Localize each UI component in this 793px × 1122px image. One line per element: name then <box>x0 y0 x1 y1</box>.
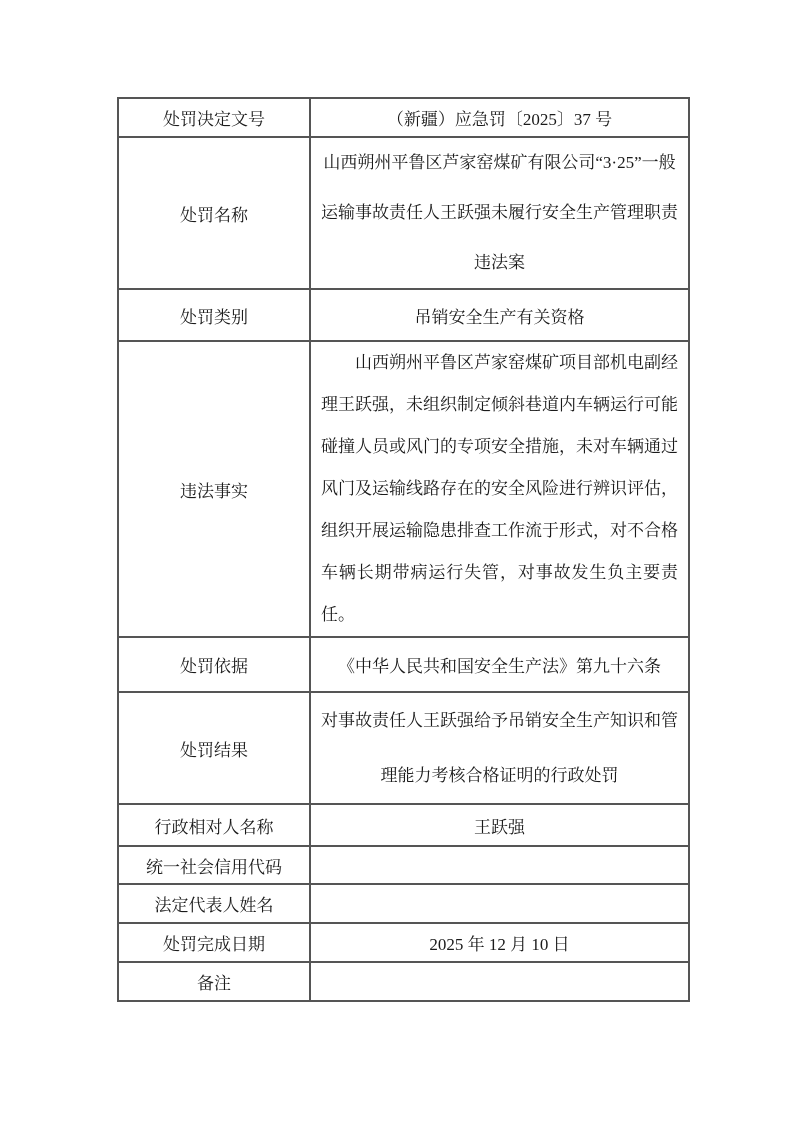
row-value: 山西朔州平鲁区芦家窑煤矿项目部机电副经理王跃强，未组织制定倾斜巷道内车辆运行可能碰撞人员或风门的专项安全措施，未对车辆通过风门及运输线路存在的安全风险进行辨识评估，组织开展运输隐患排查工作流于形式，对不合格车辆长期带病运行失管，对事故发生负主要责任。 <box>310 341 689 637</box>
row-value <box>310 962 689 1001</box>
table-row <box>118 289 689 341</box>
row-label: 处罚名称 <box>118 137 310 289</box>
table-row <box>118 137 689 289</box>
row-value <box>310 884 689 923</box>
table-row <box>118 98 689 137</box>
row-label: 统一社会信用代码 <box>118 846 310 884</box>
table-row <box>118 341 689 637</box>
row-value: 《中华人民共和国安全生产法》第九十六条 <box>310 637 689 692</box>
row-label: 行政相对人名称 <box>118 804 310 846</box>
table-row <box>118 884 689 923</box>
row-label: 处罚类别 <box>118 289 310 341</box>
row-value: 对事故责任人王跃强给予吊销安全生产知识和管理能力考核合格证明的行政处罚 <box>310 692 689 804</box>
row-value: 山西朔州平鲁区芦家窑煤矿有限公司“3·25”一般运输事故责任人王跃强未履行安全生产管理职责违法案 <box>310 137 689 289</box>
table-row <box>118 804 689 846</box>
row-value: 吊销安全生产有关资格 <box>310 289 689 341</box>
table-row <box>118 962 689 1001</box>
table-row <box>118 692 689 804</box>
row-value <box>310 846 689 884</box>
row-label: 处罚依据 <box>118 637 310 692</box>
table-row <box>118 923 689 962</box>
table-row <box>118 637 689 692</box>
row-value: （新疆）应急罚〔2025〕37 号 <box>310 98 689 137</box>
row-value: 王跃强 <box>310 804 689 846</box>
row-label: 处罚决定文号 <box>118 98 310 137</box>
row-label: 违法事实 <box>118 341 310 637</box>
row-label: 备注 <box>118 962 310 1001</box>
row-label: 处罚完成日期 <box>118 923 310 962</box>
row-label: 法定代表人姓名 <box>118 884 310 923</box>
table-row <box>118 846 689 884</box>
row-label: 处罚结果 <box>118 692 310 804</box>
row-value: 2025 年 12 月 10 日 <box>310 923 689 962</box>
penalty-info-table <box>117 97 690 1002</box>
